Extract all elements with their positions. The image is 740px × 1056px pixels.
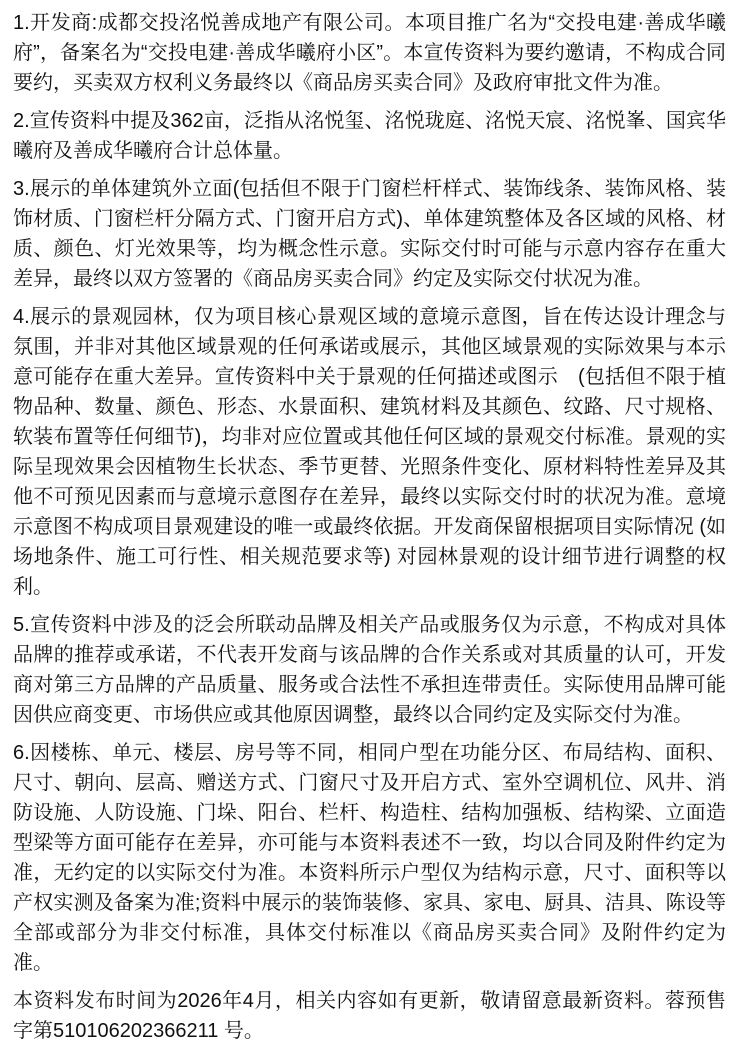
disclaimer-paragraph-brands: 5.宣传资料中涉及的泛会所联动品牌及相关产品或服务仅为示意，不构成对具体品牌的推荐或承诺，不代表开发商与该品牌的合作关系或对其质量的认可，开发商对第三方品牌的产品质量、服务或合法性不承担连带责任。实际使用品牌可能因供应商变更、市场供应或其他原因调整，最终以合同约定及实际交付为准。 [13, 614, 726, 726]
disclaimer-paragraph-facade: 3.展示的单体建筑外立面(包括但不限于门窗栏杆样式、装饰线条、装饰风格、装饰材质、门窗栏杆分隔方式、门窗开启方式)、单体建筑整体及各区域的风格、材质、颜色、灯光效果等，均为概念性示意。实际交付时可能与示意内容存在重大差异，最终以双方签署的《商品房买卖合同》约定及实际交付状况为准。 [13, 178, 726, 290]
disclaimer-paragraph-area: 2.宣传资料中提及362亩，泛指从洺悦玺、洺悦珑庭、洺悦天宸、洺悦峯、国宾华曦府及善成华曦府合计总体量。 [13, 110, 726, 162]
disclaimer-paragraph-unit-types: 6.因楼栋、单元、楼层、房号等不同，相同户型在功能分区、布局结构、面积、尺寸、朝向、层高、赠送方式、门窗尺寸及开启方式、室外空调机位、风井、消防设施、人防设施、门垛、阳台、栏杆、构造柱、结构加强板、结构梁、立面造型梁等方面可能存在差异，亦可能与本资料表述不一致，均以合同及附件约定为准，无约定的以实际交付为准。本资料所示户型仅为结构示意，尺寸、面积等以产权实测及备案为准;资料中展示的装饰装修、家具、家电、厨具、洁具、陈设等全部或部分为非交付标准，具体交付标准以《商品房买卖合同》及附件约定为准。 [13, 742, 726, 974]
disclaimer-paragraph-developer: 1.开发商:成都交投洺悦善成地产有限公司。本项目推广名为“交投电建·善成华曦府”，备案名为“交投电建·善成华曦府小区”。本宣传资料为要约邀请，不构成合同要约，买卖双方权利义务最终以《商品房买卖合同》及政府审批文件为准。 [13, 12, 726, 94]
disclaimer-paragraph-landscape: 4.展示的景观园林，仅为项目核心景观区域的意境示意图，旨在传达设计理念与氛围，并非对其他区域景观的任何承诺或展示，其他区域景观的实际效果与本示意可能存在重大差异。宣传资料中关于景观的任何描述或图示 (包括但不限于植物品种、数量、颜色、形态、水景面积、建筑材料及其颜色、纹路、尺寸规格、软装布置等任何细节)，均非对应位置或其他任何区域的景观交付标准。景观的实际呈现效果会因植物生长状态、季节更替、光照条件变化、原材料特性差异及其他不可预见因素而与意境示意图存在差异，最终以实际交付时的状况为准。意境示意图不构成项目景观建设的唯一或最终依据。开发商保留根据项目实际情况 (如场地条件、施工可行性、相关规范要求等) 对园林景观的设计细节进行调整的权利。 [13, 306, 726, 598]
disclaimer-paragraph-publish-date: 本资料发布时间为2026年4月，相关内容如有更新，敬请留意最新资料。蓉预售字第510106202366211 号。 [13, 990, 726, 1042]
